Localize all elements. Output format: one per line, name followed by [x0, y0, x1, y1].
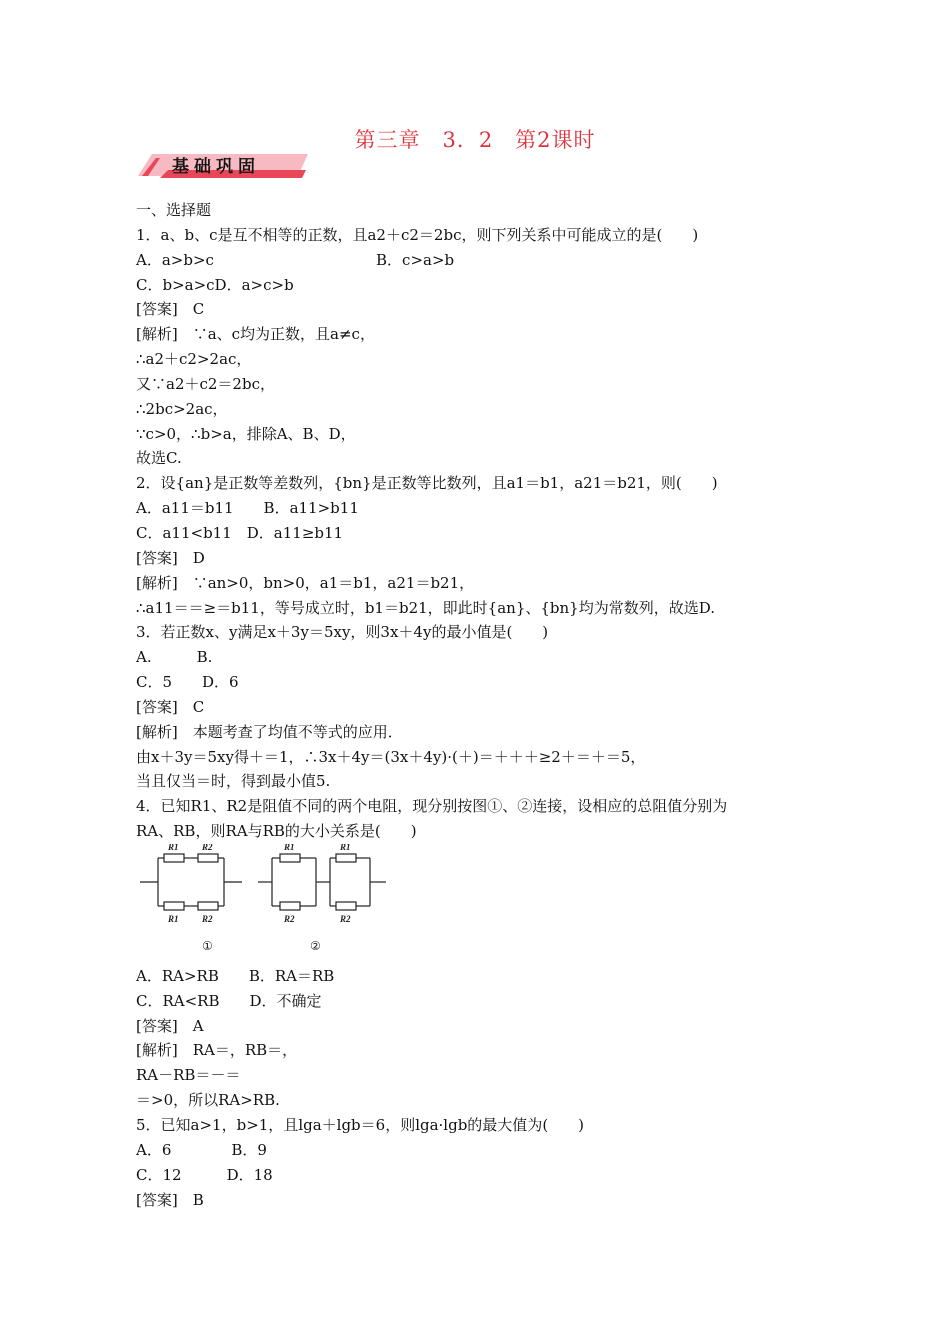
text-line: A．a11＝b11 B．a11>b11: [136, 499, 359, 518]
text-line: [答案] C: [136, 300, 205, 319]
fig1-bottom-right-label: R2: [202, 913, 213, 924]
text-line: 2．设{an}是正数等差数列，{bn}是正数等比数列，且a1＝b1，a21＝b21，则( ): [136, 474, 718, 493]
text-line: C．5 D．6: [136, 673, 239, 692]
fig1-bottom-left-label: R1: [168, 913, 179, 924]
section-banner: [138, 150, 308, 180]
text-line: 3．若正数x、y满足x＋3y＝5xy，则3x＋4y的最小值是( ): [136, 623, 549, 642]
text-line: [解析] ∵a、c均为正数，且a≠c，: [136, 325, 375, 344]
document-body: [136, 198, 826, 1212]
fig1-top-right-label: R2: [202, 843, 213, 852]
text-line: RA、RB，则RA与RB的大小关系是( ): [136, 822, 417, 841]
content-before-figure: [136, 198, 826, 844]
text-line: A．6 B．9: [136, 1140, 267, 1159]
fig1-caption: ①: [202, 938, 213, 953]
text-line: ＝>0，所以RA>RB.: [136, 1091, 280, 1110]
text-line: [答案] B: [136, 1190, 204, 1209]
text-line: 当且仅当＝时，得到最小值5.: [136, 772, 331, 791]
page-title: 第三章 3．2 第2课时: [354, 128, 596, 152]
fig2-top-right-label: R1: [340, 843, 351, 852]
content-after-figure: [136, 964, 826, 1212]
text-line: 4．已知R1、R2是阻值不同的两个电阻，现分别按图①、②连接，设相应的总阻值分别为: [136, 797, 728, 816]
text-line: 由x＋3y＝5xy得＋＝1，∴3x＋4y＝(3x＋4y)·(＋)＝＋＋＋≥2＋＝＋＝5，: [136, 747, 646, 766]
fig2-bottom-left-label: R2: [284, 913, 295, 924]
text-line: ∴2bc>2ac，: [136, 399, 228, 418]
text-line: RA－RB＝－＝: [136, 1066, 241, 1085]
text-line: 1．a、b、c是互不相等的正数，且a2＋c2＝2bc，则下列关系中可能成立的是( ): [136, 225, 699, 244]
text-line: C．RA<RB D．不确定: [136, 991, 322, 1010]
text-line: C．a11<b11 D．a11≥b11: [136, 523, 344, 542]
text-line: 又∵a2＋c2＝2bc，: [136, 374, 275, 393]
text-line: A. B.: [136, 648, 213, 667]
fig2-caption: ②: [310, 938, 321, 953]
text-line: C．12 D．18: [136, 1165, 273, 1184]
text-line: ∴a2＋c2>2ac，: [136, 350, 252, 369]
text-line: 故选C.: [136, 449, 182, 468]
fig2-bottom-right-label: R2: [340, 913, 351, 924]
text-line: [答案] A: [136, 1016, 204, 1035]
circuit-figure: [136, 844, 826, 964]
text-line: 5．已知a>1，b>1，且lga＋lgb＝6，则lga·lgb的最大值为( ): [136, 1116, 585, 1134]
text-line: ∴a11＝＝≥＝b11，等号成立时，b1＝b21，即此时{an}、{bn}均为常数列，故选D.: [136, 598, 715, 617]
fig2-top-left-label: R1: [284, 843, 295, 852]
banner-label: 基础巩固: [172, 157, 260, 177]
text-line: [解析] ∵an>0，bn>0，a1＝b1，a21＝b21，: [136, 573, 475, 592]
text-line: [答案] C: [136, 697, 205, 716]
text-line: A．RA>RB B．RA＝RB: [136, 966, 335, 985]
text-line: C．b>a>cD．a>c>b: [136, 275, 294, 294]
fig1-top-left-label: R1: [168, 843, 179, 852]
text-line: A．a>b>c B．c>a>b: [136, 250, 455, 269]
circuit-diagram: [136, 844, 396, 964]
text-line: [解析] 本题考查了均值不等式的应用．: [136, 722, 403, 741]
text-line: [解析] RA＝，RB＝，: [136, 1041, 298, 1060]
text-line: ∵c>0，∴b>a，排除A、B、D，: [136, 424, 356, 443]
text-line: 一、选择题: [136, 201, 212, 219]
text-line: [答案] D: [136, 548, 205, 567]
